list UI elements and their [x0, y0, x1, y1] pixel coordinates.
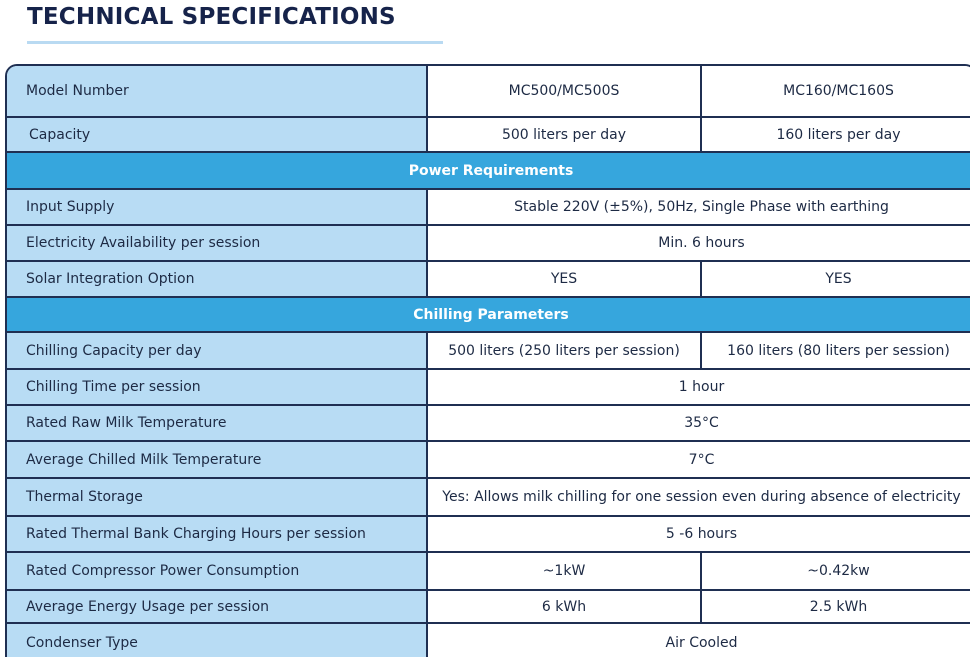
row-label: Condenser Type: [7, 624, 428, 657]
value-mc500: MC500/MC500S: [428, 66, 702, 116]
value-mc500: 500 liters per day: [428, 118, 702, 151]
row-label: Chilling Time per session: [7, 370, 428, 404]
row-label: Input Supply: [7, 190, 428, 224]
row-label: Model Number: [7, 66, 428, 116]
table-row: [7, 368, 970, 404]
value-shared: Air Cooled: [428, 624, 970, 657]
value-shared: Stable 220V (±5%), 50Hz, Single Phase with earthing: [428, 190, 970, 224]
table-row: [7, 66, 970, 116]
row-label: Average Energy Usage per session: [7, 591, 428, 622]
row-label: Solar Integration Option: [7, 262, 428, 296]
section-header-row: [7, 296, 970, 331]
table-row: [7, 589, 970, 622]
row-label: Electricity Availability per session: [7, 226, 428, 260]
value-mc500: 500 liters (250 liters per session): [428, 333, 702, 368]
row-label: Thermal Storage: [7, 479, 428, 515]
row-label: Average Chilled Milk Temperature: [7, 442, 428, 477]
value-shared: 1 hour: [428, 370, 970, 404]
value-mc500: ~1kW: [428, 553, 702, 589]
value-mc160: 160 liters per day: [702, 118, 970, 151]
value-mc160: ~0.42kw: [702, 553, 970, 589]
page-title: TECHNICAL SPECIFICATIONS: [27, 4, 396, 30]
row-label: Capacity: [7, 118, 428, 151]
value-shared: Yes: Allows milk chilling for one session even during absence of electricity: [428, 479, 970, 515]
value-shared: Min. 6 hours: [428, 226, 970, 260]
section-header-row: [7, 151, 970, 188]
row-label: Rated Compressor Power Consumption: [7, 553, 428, 589]
table-row: [7, 331, 970, 368]
table-row: [7, 188, 970, 224]
value-shared: 7°C: [428, 442, 970, 477]
table-row: [7, 404, 970, 440]
table-row: [7, 622, 970, 657]
value-mc500: YES: [428, 262, 702, 296]
title-underline: [27, 41, 443, 44]
table-row: [7, 260, 970, 296]
value-shared: 5 -6 hours: [428, 517, 970, 551]
section-header: Power Requirements: [7, 153, 970, 188]
table-row: [7, 224, 970, 260]
value-mc160: 160 liters (80 liters per session): [702, 333, 970, 368]
table-row: [7, 477, 970, 515]
row-label: Chilling Capacity per day: [7, 333, 428, 368]
value-mc160: YES: [702, 262, 970, 296]
row-label: Rated Raw Milk Temperature: [7, 406, 428, 440]
table-row: [7, 515, 970, 551]
value-mc160: MC160/MC160S: [702, 66, 970, 116]
table-row: [7, 551, 970, 589]
table-row: [7, 116, 970, 151]
value-mc500: 6 kWh: [428, 591, 702, 622]
value-mc160: 2.5 kWh: [702, 591, 970, 622]
table-row: [7, 440, 970, 477]
section-header: Chilling Parameters: [7, 298, 970, 331]
row-label: Rated Thermal Bank Charging Hours per session: [7, 517, 428, 551]
value-shared: 35°C: [428, 406, 970, 440]
spec-table: [5, 64, 970, 657]
